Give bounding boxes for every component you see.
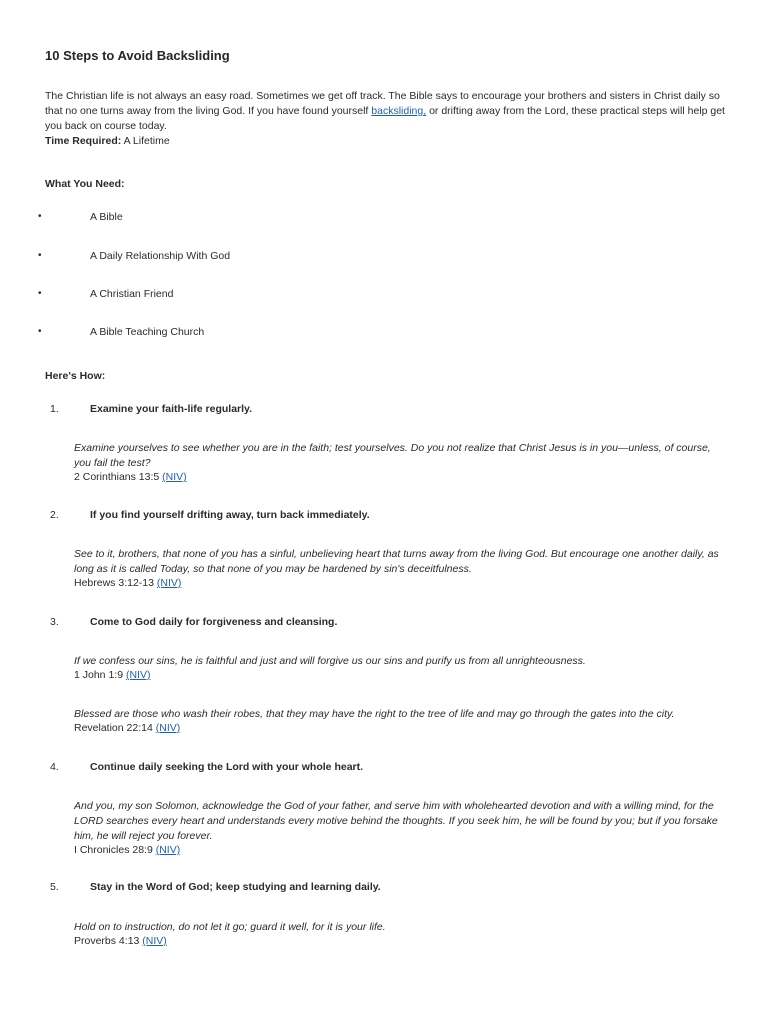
scripture-reference (74, 669, 150, 681)
scripture-quote: Examine yourselves to see whether you are in the faith; test yourselves. Do you not realize that Christ Jesus is in you—unless, of course, you fail the test? (74, 442, 711, 469)
step-number: 3. (50, 616, 59, 628)
bullet-icon: • (38, 250, 42, 261)
intro-text: The Christian life is not always an easy road. Sometimes we get off track. The Bible says to encourage your brothers and sisters in Christ daily so that no one turns away from the living God. If you have found yourself (45, 90, 720, 117)
step-title: Come to God daily for forgiveness and cleansing. (90, 616, 338, 628)
heres-how-heading: Here's How: (45, 370, 106, 382)
scripture-reference (74, 722, 180, 734)
reference-text: Proverbs 4:13 (74, 935, 140, 947)
scripture-reference (74, 844, 180, 856)
bullet-icon: • (38, 211, 42, 222)
list-item: A Daily Relationship With God (90, 250, 231, 262)
step-number: 1. (50, 403, 59, 415)
reference-text: 1 John 1:9 (74, 669, 124, 681)
scripture-reference (74, 471, 187, 483)
step-title: Stay in the Word of God; keep studying and learning daily. (90, 881, 381, 893)
time-required-value: A Lifetime (121, 135, 170, 147)
niv-link[interactable]: (NIV) (162, 471, 187, 483)
bullet-icon: • (38, 288, 42, 299)
scripture-reference (74, 577, 181, 589)
reference-text: 2 Corinthians 13:5 (74, 471, 160, 483)
time-required-label: Time Required: (45, 135, 122, 147)
reference-text: Revelation 22:14 (74, 722, 153, 734)
what-you-need-heading: What You Need: (45, 178, 125, 190)
list-item: A Bible (90, 211, 123, 223)
backsliding-link[interactable]: backsliding, (371, 105, 427, 117)
intro-text-end: or drifting away from the Lord, these practical steps will help get you back on course today. (45, 105, 725, 132)
scripture-quote: And you, my son Solomon, acknowledge the God of your father, and serve him with wholehearted devotion and with a willing mind, for the LORD searches every heart and understands every motive behind the thoughts. If you seek him, he will be found by you; but if you forsake him, he will reject you forever. (74, 800, 718, 842)
bullet-icon: • (38, 326, 42, 337)
step-number: 2. (50, 509, 59, 521)
page-title: 10 Steps to Avoid Backsliding (45, 48, 230, 63)
niv-link[interactable]: (NIV) (125, 669, 151, 681)
intro-paragraph (45, 89, 725, 149)
step-number: 5. (50, 881, 59, 893)
list-item: A Bible Teaching Church (90, 326, 205, 338)
scripture-quote: If we confess our sins, he is faithful and just and will forgive us our sins and purify us from all unrighteousness. (74, 655, 586, 667)
step-title: If you find yourself drifting away, turn back immediately. (90, 509, 370, 521)
niv-link[interactable]: (NIV) (142, 935, 167, 947)
niv-link[interactable]: (NIV) (155, 844, 181, 856)
step-title: Examine your faith-life regularly. (90, 403, 253, 415)
niv-link[interactable]: (NIV) (155, 722, 181, 734)
scripture-quote: See to it, brothers, that none of you has a sinful, unbelieving heart that turns away from the living God. But encourage one another daily, as long as it is called Today, so that none of you may be hardened by sin's deceitfulness. (74, 548, 719, 575)
step-number: 4. (50, 761, 59, 773)
reference-text: I Chronicles 28:9 (74, 844, 153, 856)
scripture-reference (74, 935, 167, 947)
reference-text: Hebrews 3:12-13 (74, 577, 154, 589)
list-item: A Christian Friend (90, 288, 174, 300)
scripture-quote: Blessed are those who wash their robes, that they may have the right to the tree of life and may go through the gates into the city. (74, 708, 675, 720)
scripture-quote: Hold on to instruction, do not let it go; guard it well, for it is your life. (74, 921, 386, 933)
niv-link[interactable]: (NIV) (156, 577, 182, 589)
step-title: Continue daily seeking the Lord with your whole heart. (90, 761, 364, 773)
